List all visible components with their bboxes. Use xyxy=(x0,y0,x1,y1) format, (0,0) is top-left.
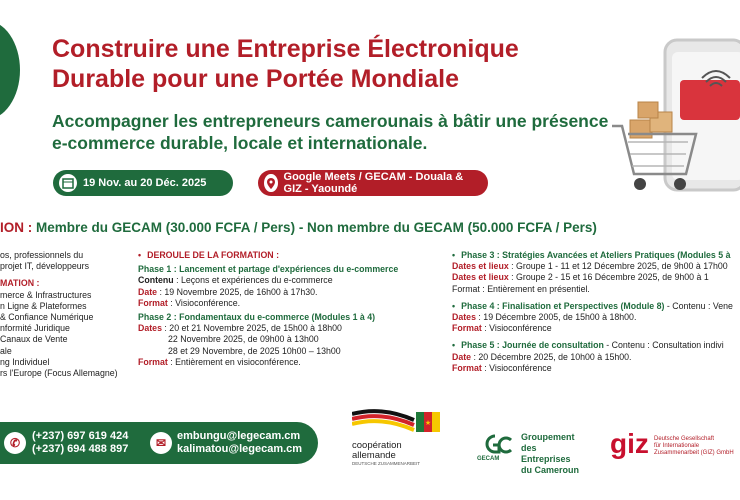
program-heading: • DEROULE DE LA FORMATION : xyxy=(138,250,443,261)
left-column xyxy=(0,250,135,379)
phase-5-format: : Visioconférence xyxy=(481,362,552,373)
dates-label: Dates xyxy=(452,312,476,323)
coop-line-2: allemande xyxy=(352,450,396,461)
module-item: ng Individuel xyxy=(0,356,50,367)
dates-places-label: Dates et lieux xyxy=(452,261,509,272)
phase-4-content: - Contenu : Vene xyxy=(664,300,733,311)
module-item: merce & Infrastructures xyxy=(0,289,92,300)
ecommerce-illustration xyxy=(610,30,740,220)
coop-line-3: DEUTSCHE ZUSAMMENARBEIT xyxy=(352,461,421,466)
giz-line-1: Deutsche Gesellschaft xyxy=(654,436,715,442)
middle-column xyxy=(138,250,443,368)
format-label: Format xyxy=(138,356,168,367)
date-label: Date xyxy=(452,351,472,362)
gecam-mark-icon xyxy=(481,432,515,456)
dates-places-label: Dates et lieux xyxy=(452,272,509,283)
subtitle xyxy=(52,110,672,154)
phase-2-title: Phase 2 : Fondamentaux du e-commerce (Modules 1 à 4) xyxy=(138,312,376,323)
phase-5-date: : 20 Décembre 2025, de 10h00 à 15h00. xyxy=(471,351,632,362)
giz-line-3: Zusammenarbeit (GIZ) GmbH xyxy=(654,450,734,456)
module-item: ale xyxy=(0,345,12,356)
title-line-1: Construire une Entreprise Électronique xyxy=(52,35,519,63)
gecam-line-2: des Entreprises xyxy=(521,443,571,464)
dates-label: Dates xyxy=(138,323,162,334)
format-label: Format xyxy=(452,362,482,373)
gecam-line-1: Groupement xyxy=(521,432,575,442)
date-pill xyxy=(53,170,233,196)
page-title xyxy=(52,34,652,94)
phase-3-group-1: : Groupe 1 - 11 et 12 Décembre 2025, de 9h00 à 17h00 xyxy=(508,261,728,272)
date-text: 19 Nov. au 20 Déc. 2025 xyxy=(83,177,207,189)
phase-4-format: : Visioconférence xyxy=(481,323,552,334)
module-item: Canaux de Vente xyxy=(0,334,68,345)
phase-5-title: • Phase 5 : Journée de consultation xyxy=(452,340,604,350)
fee-label: ION : xyxy=(0,220,36,235)
phase-3-title: • Phase 3 : Stratégies Avancées et Ateliers Pratiques (Modules 5 à xyxy=(452,250,740,261)
map-pin-icon xyxy=(264,174,278,192)
svg-text:★: ★ xyxy=(424,419,432,427)
module-item: nformité Juridique xyxy=(0,323,70,334)
email-2[interactable]: kalimatou@legecam.cm xyxy=(177,443,303,455)
phone-numbers xyxy=(32,430,128,456)
format-label: Format xyxy=(138,297,168,308)
phase-2-format: : Entièrement en visioconférence. xyxy=(167,356,301,367)
module-item: n Ligne & Plateformes xyxy=(0,300,87,311)
phase-4-dates: : 19 Décembre 2005, de 15h00 à 18h00. xyxy=(475,312,637,323)
phone-icon: ✆ xyxy=(4,432,26,454)
right-column xyxy=(452,250,740,374)
subtitle-line-1: Accompagner les entrepreneurs camerounais à bâtir une présence xyxy=(52,111,609,131)
phase-1-title: Phase 1 : Lancement et partage d'expériences du e-commerce xyxy=(138,264,399,275)
calendar-icon xyxy=(59,174,77,192)
gecam-mark-text: GECAM xyxy=(477,456,500,462)
content-label: Contenu xyxy=(138,275,174,286)
format-label: Format xyxy=(452,323,482,334)
giz-mark: giz xyxy=(610,428,649,459)
gecam-name xyxy=(521,432,587,476)
phase-5-content: - Contenu : Consultation indivi xyxy=(603,340,724,351)
location-pill xyxy=(258,170,488,196)
audience-line-2: projet IT, développeurs xyxy=(0,261,89,272)
gecam-line-3: du Cameroun xyxy=(521,465,580,475)
email-1[interactable]: embungu@legecam.cm xyxy=(177,430,301,442)
module-item: & Confiance Numérique xyxy=(0,312,94,323)
title-line-2: Durable pour une Portée Mondiale xyxy=(52,65,459,93)
location-text: Google Meets / GECAM - Douala & GIZ - Yaoundé xyxy=(283,171,464,195)
coop-line-1: coopération xyxy=(352,440,402,451)
cooperation-allemande-logo xyxy=(352,408,452,466)
giz-line-2: für Internationale xyxy=(654,443,700,449)
email-icon: ✉ xyxy=(150,432,172,454)
fee-line xyxy=(0,220,740,235)
module-item: rs l'Europe (Focus Allemagne) xyxy=(0,368,118,379)
giz-name xyxy=(654,436,734,457)
flag-ribbon-icon xyxy=(352,408,452,434)
phase-2-dates-1: : 20 et 21 Novembre 2025, de 15h00 à 18h00 xyxy=(161,323,342,334)
phase-2-dates-3: 28 et 29 Novembre, de 2025 10h00 – 13h00 xyxy=(168,345,341,356)
phone-1[interactable]: (+237) 697 619 424 xyxy=(32,430,129,442)
audience-line-1: os, professionnels du xyxy=(0,250,84,260)
phase-1-format: : Visioconférence. xyxy=(167,297,241,308)
fee-text: Membre du GECAM (30.000 FCFA / Pers) - Non membre du GECAM (50.000 FCFA / Pers) xyxy=(36,220,597,235)
phase-2-dates-2: 22 Novembre 2025, de 09h00 à 13h00 xyxy=(168,334,319,345)
subtitle-line-2: e-commerce durable, locale et internationale. xyxy=(52,133,428,153)
email-addresses xyxy=(177,430,302,456)
phase-4-title: • Phase 4 : Finalisation et Perspectives (Module 8) xyxy=(452,301,664,311)
contact-bar xyxy=(0,422,318,464)
phase-1-content: : Leçons et expériences du e-commerce xyxy=(173,275,333,286)
phase-3-format: Format : Entièrement en présentiel. xyxy=(452,283,590,294)
phase-3-group-2: : Groupe 2 - 15 et 16 Décembre 2025, de 9h00 à 1 xyxy=(508,272,709,283)
phone-2[interactable]: (+237) 694 488 897 xyxy=(32,443,129,455)
modules-heading: MATION : xyxy=(0,278,40,289)
date-label: Date xyxy=(138,286,158,297)
phase-1-date: : 19 Novembre 2025, de 16h00 à 17h30. xyxy=(157,286,318,297)
decorative-green-circle xyxy=(0,20,20,120)
